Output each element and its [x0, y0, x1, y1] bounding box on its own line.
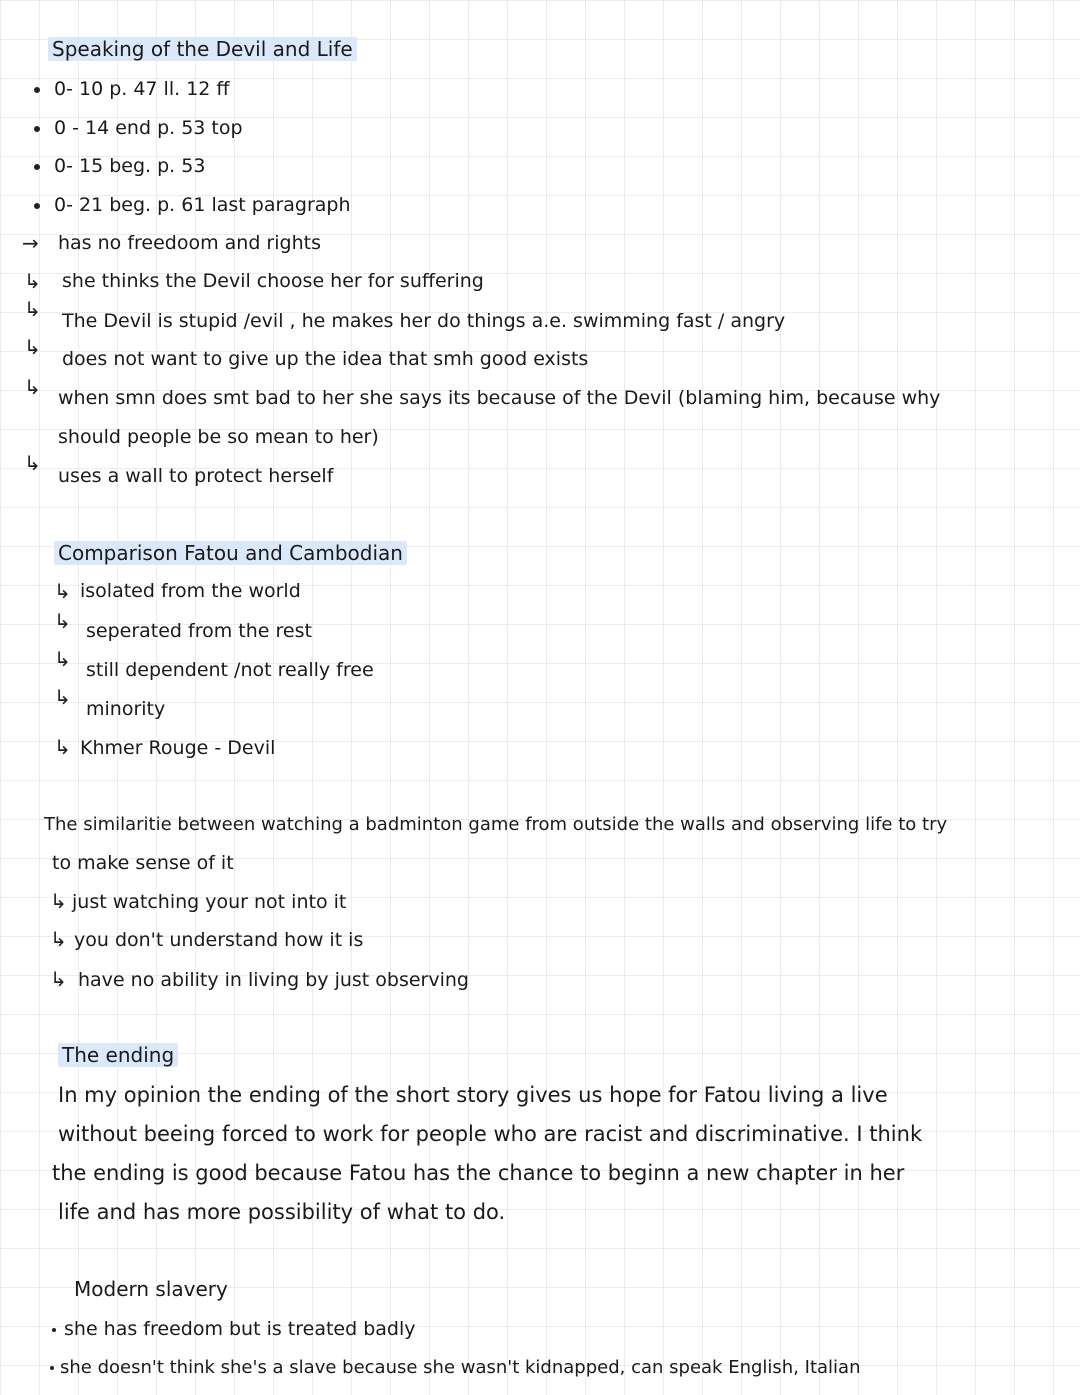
bullet-icon [34, 126, 40, 132]
ending-line-4: life and has more possibility of what to do. [58, 1200, 506, 1224]
ending-line-1: In my opinion the ending of the short story gives us hope for Fatou living a live [58, 1083, 888, 1107]
comparison-point-3: still dependent /not really free [86, 659, 374, 681]
sub-arrow-icon: ↳ [54, 647, 71, 671]
section1-title: Speaking of the Devil and Life [48, 36, 357, 62]
sub-arrow-icon: ↳ [24, 451, 41, 475]
bullet-icon [34, 87, 40, 93]
section2-title: Comparison Fatou and Cambodian [54, 540, 407, 566]
section5-title: Modern slavery [74, 1277, 228, 1301]
comparison-point-4: minority [86, 698, 166, 720]
badminton-point-1: just watching your not into it [72, 891, 347, 913]
badminton-intro-1: The similaritie between watching a badminton game from outside the walls and observing life to try [44, 814, 948, 835]
comparison-point-2: seperated from the rest [86, 620, 312, 642]
bullet-icon [34, 203, 40, 209]
section4-title: The ending [58, 1042, 178, 1068]
ending-line-3: the ending is good because Fatou has the chance to beginn a new chapter in her [52, 1161, 905, 1185]
sub-arrow-icon: ↳ [54, 685, 71, 709]
sub-arrow-icon: ↳ [54, 579, 71, 603]
sub-arrow-icon: ↳ [54, 735, 71, 759]
sub-arrow-icon: ↳ [24, 269, 41, 293]
sub-arrow-icon: ↳ [50, 889, 67, 913]
sub-arrow-icon: ↳ [24, 335, 41, 359]
bullet-icon [52, 1328, 56, 1332]
sub-arrow-icon: ↳ [24, 297, 41, 321]
devil-point-2: The Devil is stupid /evil , he makes her do things a.e. swimming fast / angry [62, 310, 786, 332]
comparison-point-5: Khmer Rouge - Devil [80, 737, 276, 759]
ref-line-3: 0- 15 beg. p. 53 [54, 155, 206, 177]
bullet-icon [34, 164, 40, 170]
ref-line-2: 0 - 14 end p. 53 top [54, 117, 243, 139]
devil-point-1: she thinks the Devil choose her for suffering [62, 270, 484, 292]
sub-arrow-icon: ↳ [50, 967, 67, 991]
devil-point-4-cont: should people be so mean to her) [58, 426, 379, 448]
devil-point-4: when smn does smt bad to her she says its because of the Devil (blaming him, because why [58, 387, 941, 409]
arrow-line: has no freedoom and rights [58, 232, 321, 254]
comparison-point-1: isolated from the world [80, 580, 301, 602]
devil-point-5: uses a wall to protect herself [58, 465, 334, 487]
sub-arrow-icon: ↳ [24, 375, 41, 399]
slavery-point-2: she doesn't think she's a slave because she wasn't kidnapped, can speak English, Italian [60, 1357, 861, 1378]
arrow-right-icon: → [22, 231, 39, 255]
badminton-point-2: you don't understand how it is [74, 929, 364, 951]
slavery-point-1: she has freedom but is treated badly [64, 1318, 416, 1340]
sub-arrow-icon: ↳ [50, 927, 67, 951]
ending-line-2: without beeing forced to work for people who are racist and discriminative. I think [58, 1122, 923, 1146]
badminton-point-3: have no ability in living by just observing [78, 969, 469, 991]
ref-line-4: 0- 21 beg. p. 61 last paragraph [54, 194, 351, 216]
devil-point-3: does not want to give up the idea that smh good exists [62, 348, 589, 370]
badminton-intro-2: to make sense of it [52, 852, 234, 874]
sub-arrow-icon: ↳ [54, 609, 71, 633]
ref-line-1: 0- 10 p. 47 ll. 12 ff [54, 78, 230, 100]
bullet-icon [50, 1366, 54, 1370]
